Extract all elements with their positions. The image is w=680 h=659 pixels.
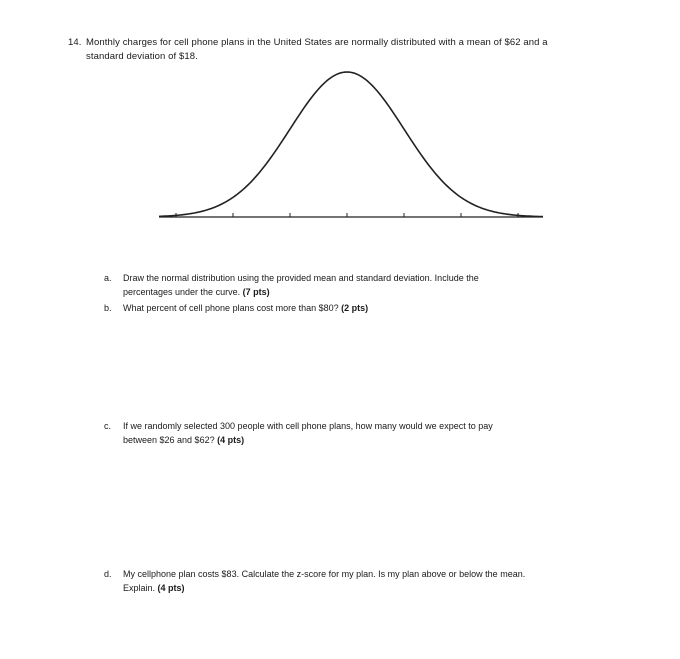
part-c-points: (4 pts) (217, 434, 245, 445)
part-a-text-line1: Draw the normal distribution using the provided mean and standard deviation. Include the (123, 273, 479, 283)
part-b-points: (2 pts) (341, 303, 369, 313)
part-a-points: (7 pts) (242, 286, 270, 297)
question-stem (68, 36, 628, 64)
part-b-letter: b. (104, 303, 112, 313)
part-d (104, 568, 604, 595)
question-number: 14. (68, 37, 82, 48)
part-a-letter: a. (104, 273, 112, 283)
part-d-letter: d. (104, 569, 112, 579)
part-c-letter: c. (104, 421, 112, 431)
part-d-text-line1: My cellphone plan costs $83. Calculate the z-score for my plan. Is my plan above or below the mean. (123, 569, 526, 579)
part-a (104, 272, 604, 299)
part-d-points: (4 pts) (157, 582, 185, 593)
question-stem-line2: standard deviation of $18. (86, 51, 198, 62)
part-a-text-line2: percentages under the curve. (123, 286, 241, 297)
part-b (104, 302, 604, 316)
part-c (104, 420, 604, 447)
normal-curve-figure (155, 66, 547, 226)
bell-curve (159, 72, 543, 217)
part-c-text-line2: between $26 and $62? (123, 434, 215, 445)
question-stem-line1: Monthly charges for cell phone plans in the United States are normally distributed with a mean of $62 and a (86, 37, 548, 48)
part-d-text-line2: Explain. (123, 582, 156, 593)
normal-curve-svg (155, 66, 547, 226)
part-b-text-line1: What percent of cell phone plans cost more than $80? (123, 303, 339, 313)
part-c-text-line1: If we randomly selected 300 people with cell phone plans, how many would we expect to pay (123, 421, 493, 431)
